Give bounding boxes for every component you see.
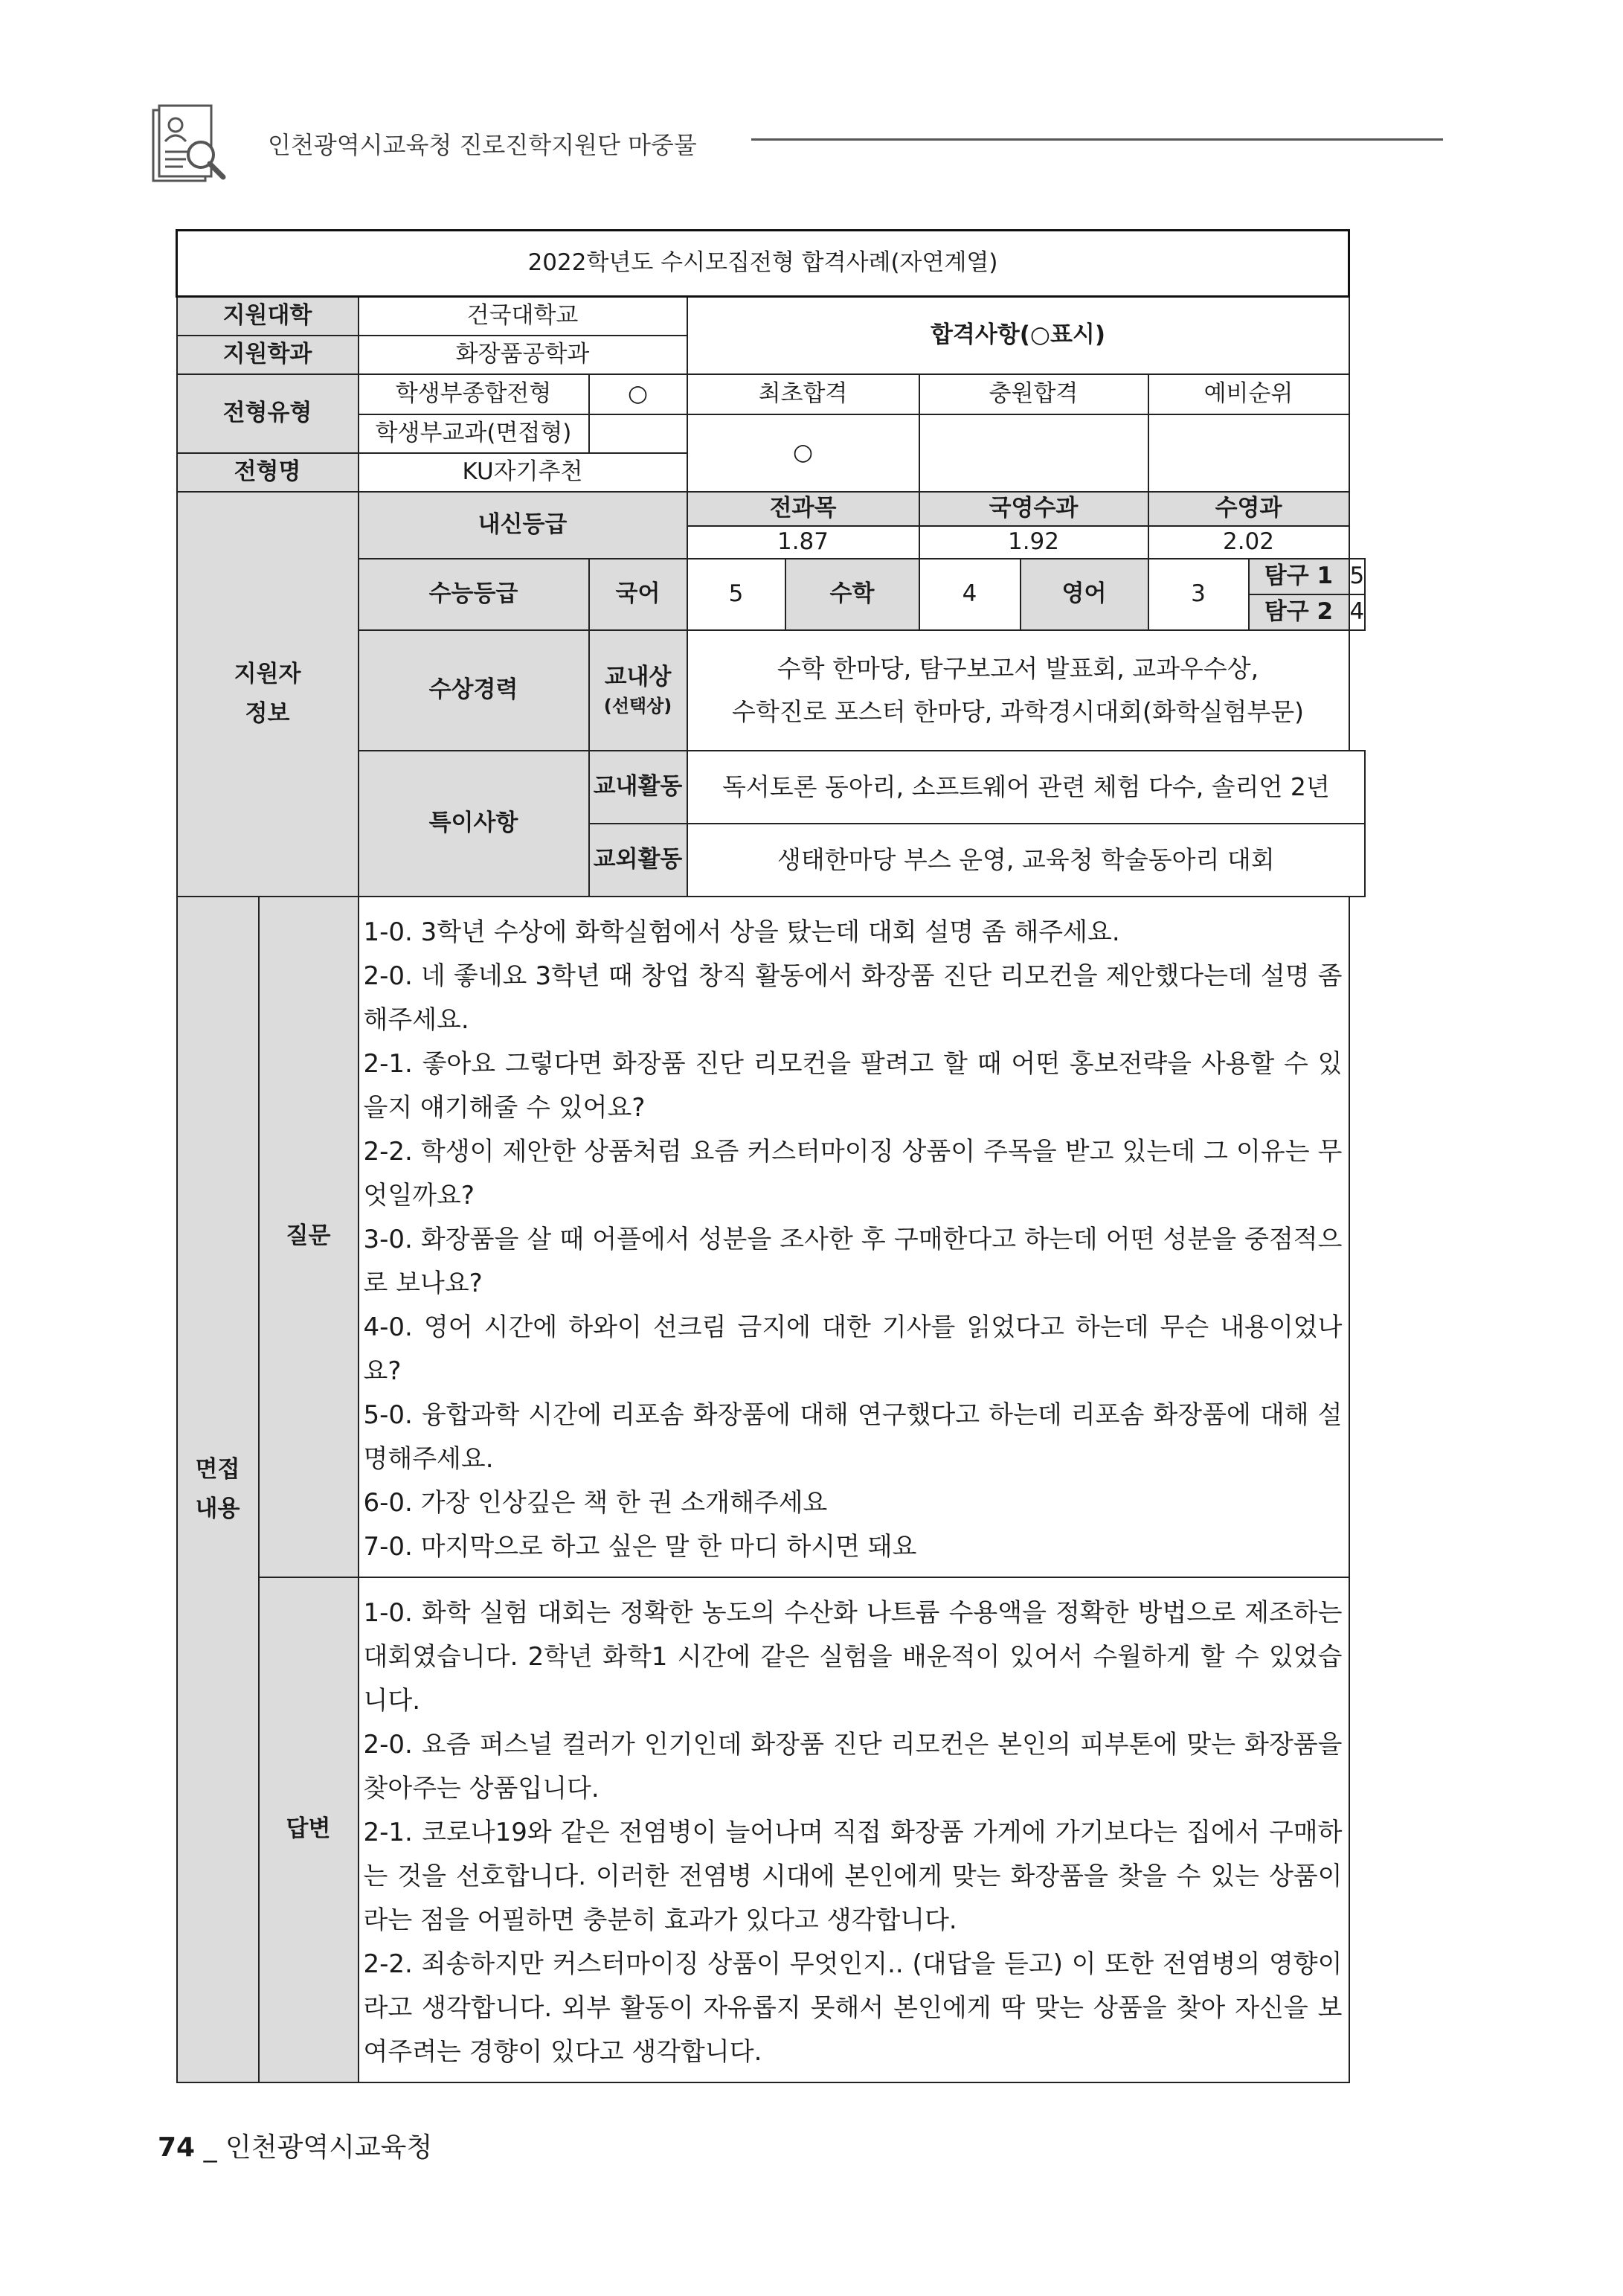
value-university: 건국대학교 xyxy=(359,297,687,336)
label-outside-activity: 교외활동 xyxy=(589,824,687,897)
label-interview: 면접 내용 xyxy=(177,897,259,2082)
label-inquiry-1: 탐구 1 xyxy=(1249,559,1349,594)
footer-separator: _ xyxy=(203,2132,217,2163)
answer-list xyxy=(359,1577,1349,2082)
admission-case-table xyxy=(176,229,1366,2083)
answer-item: 2-2. 죄송하지만 커스터마이징 상품이 무엇인지.. (대답을 듣고) 이 또한 전염병의 영향이라고 생각합니다. 외부 활동이 자유롭지 못해서 본인에게 딱 맞는 상품을 찾아 자신을 보여주려는 경향이 있다고 생각합니다. xyxy=(363,1949,1343,2067)
question-item: 1-0. 3학년 수상에 화학실험에서 상을 탔는데 대회 설명 좀 해주세요. xyxy=(363,917,1120,947)
value-department: 화장품공학과 xyxy=(359,336,687,374)
value-inquiry-1: 5 xyxy=(1349,559,1366,594)
question-item: 7-0. 마지막으로 하고 싶은 말 한 마디 하시면 돼요 xyxy=(363,1531,917,1562)
question-item: 5-0. 융합과학 시간에 리포솜 화장품에 대해 연구했다고 하는데 리포솜 화장품에 대해 설명해주세요. xyxy=(363,1399,1343,1474)
label-in-school-award: 교내상 xyxy=(604,663,672,690)
label-awards: 수상경력 xyxy=(359,630,589,751)
question-item: 4-0. 영어 시간에 하와이 선크림 금지에 대한 기사를 읽었다고 하는데 무슨 내용이었나요? xyxy=(363,1312,1343,1386)
admission-type-mark-2 xyxy=(589,414,687,453)
answer-item: 2-0. 요즘 퍼스널 컬러가 인기인데 화장품 진단 리모컨은 본인의 피부톤에 맞는 화장품을 찾아주는 상품입니다. xyxy=(363,1729,1343,1803)
label-in-school-activity: 교내활동 xyxy=(589,751,687,824)
label-university: 지원대학 xyxy=(177,297,359,336)
label-questions: 질문 xyxy=(259,897,359,1577)
table-title: 2022학년도 수시모집전형 합격사례(자연계열) xyxy=(177,231,1349,297)
admission-type-option-2: 학생부교과(면접형) xyxy=(359,414,589,453)
publisher-title: 인천광역시교육청 진로진학지원단 마중물 xyxy=(268,131,697,159)
value-grade-kess: 1.92 xyxy=(919,526,1148,559)
label-in-school-award-cell xyxy=(589,630,687,751)
header-rule xyxy=(751,138,1443,141)
result-first-mark: ○ xyxy=(687,414,919,492)
label-suneung-grade: 수능등급 xyxy=(359,559,589,630)
question-item: 6-0. 가장 인상깊은 책 한 권 소개해주세요 xyxy=(363,1487,828,1518)
question-item: 3-0. 화장품을 살 때 어플에서 성분을 조사한 후 구매한다고 하는데 어떤 성분을 중점적으로 보나요? xyxy=(363,1224,1343,1298)
label-selected-award: (선택상) xyxy=(603,695,672,716)
label-math-eng-sci: 수영과 xyxy=(1148,492,1349,526)
result-header: 합격사항(○표시) xyxy=(687,297,1349,374)
label-department: 지원학과 xyxy=(177,336,359,374)
question-item: 2-2. 학생이 제안한 상품처럼 요즘 커스터마이징 상품이 주목을 받고 있는데 그 이유는 무엇일까요? xyxy=(363,1136,1343,1210)
question-list xyxy=(359,897,1349,1577)
question-item: 2-0. 네 좋네요 3학년 때 창업 창직 활동에서 화장품 진단 리모컨을 제안했다는데 설명 좀 해주세요. xyxy=(363,961,1343,1035)
label-kor-eng-soc: 국영수과 xyxy=(919,492,1148,526)
label-admission-type: 전형유형 xyxy=(177,374,359,453)
admission-type-option-1: 학생부종합전형 xyxy=(359,374,589,414)
value-grade-all: 1.87 xyxy=(687,526,919,559)
result-waitlist-mark xyxy=(1148,414,1349,492)
value-inquiry-2: 4 xyxy=(1349,594,1366,630)
result-waitlist: 예비순위 xyxy=(1148,374,1349,414)
label-special-notes: 특이사항 xyxy=(359,751,589,897)
result-first: 최초합격 xyxy=(687,374,919,414)
value-math: 4 xyxy=(919,559,1021,630)
page-footer xyxy=(158,2126,432,2164)
label-math: 수학 xyxy=(785,559,919,630)
answer-item: 1-0. 화학 실험 대회는 정확한 농도의 수산화 나트륨 수용액을 정확한 방법으로 제조하는 대회였습니다. 2학년 화학1 시간에 같은 실험을 배운적이 있어서 수월하게 할 수 있었습니다. xyxy=(363,1597,1343,1716)
footer-organization: 인천광역시교육청 xyxy=(225,2132,433,2163)
value-korean: 5 xyxy=(687,559,785,630)
label-answers: 답변 xyxy=(259,1577,359,2082)
document-search-icon xyxy=(149,104,231,190)
label-korean: 국어 xyxy=(589,559,687,630)
label-admission-name: 전형명 xyxy=(177,453,359,492)
label-all-subjects: 전과목 xyxy=(687,492,919,526)
label-english: 영어 xyxy=(1021,559,1148,630)
answer-item: 2-1. 코로나19와 같은 전염병이 늘어나며 직접 화장품 가게에 가기보다는 집에서 구매하는 것을 선호합니다. 이러한 전염병 시대에 본인에게 맞는 화장품을 찾을 수 있는 상품이라는 점을 어필하면 충분히 효과가 있다고 생각합니다. xyxy=(363,1817,1343,1935)
value-awards: 수학 한마당, 탐구보고서 발표회, 교과우수상, 수학진로 포스터 한마당, 과학경시대회(화학실험부문) xyxy=(687,630,1349,751)
question-item: 2-1. 좋아요 그렇다면 화장품 진단 리모컨을 팔려고 할 때 어떤 홍보전략을 사용할 수 있을지 얘기해줄 수 있어요? xyxy=(363,1048,1343,1123)
admission-type-mark-1: ○ xyxy=(589,374,687,414)
value-outside-activity: 생태한마당 부스 운영, 교육청 학술동아리 대회 xyxy=(687,824,1366,897)
result-additional-mark xyxy=(919,414,1148,492)
value-grade-mes: 2.02 xyxy=(1148,526,1349,559)
result-additional: 충원합격 xyxy=(919,374,1148,414)
label-inquiry-2: 탐구 2 xyxy=(1249,594,1349,630)
value-in-school-activity: 독서토론 동아리, 소프트웨어 관련 체험 다수, 솔리언 2년 xyxy=(687,751,1366,824)
value-english: 3 xyxy=(1148,559,1249,630)
page-number: 74 xyxy=(158,2132,196,2163)
value-admission-name: KU자기추천 xyxy=(359,453,687,492)
label-applicant-info: 지원자 정보 xyxy=(177,492,359,897)
label-school-grade: 내신등급 xyxy=(359,492,687,559)
